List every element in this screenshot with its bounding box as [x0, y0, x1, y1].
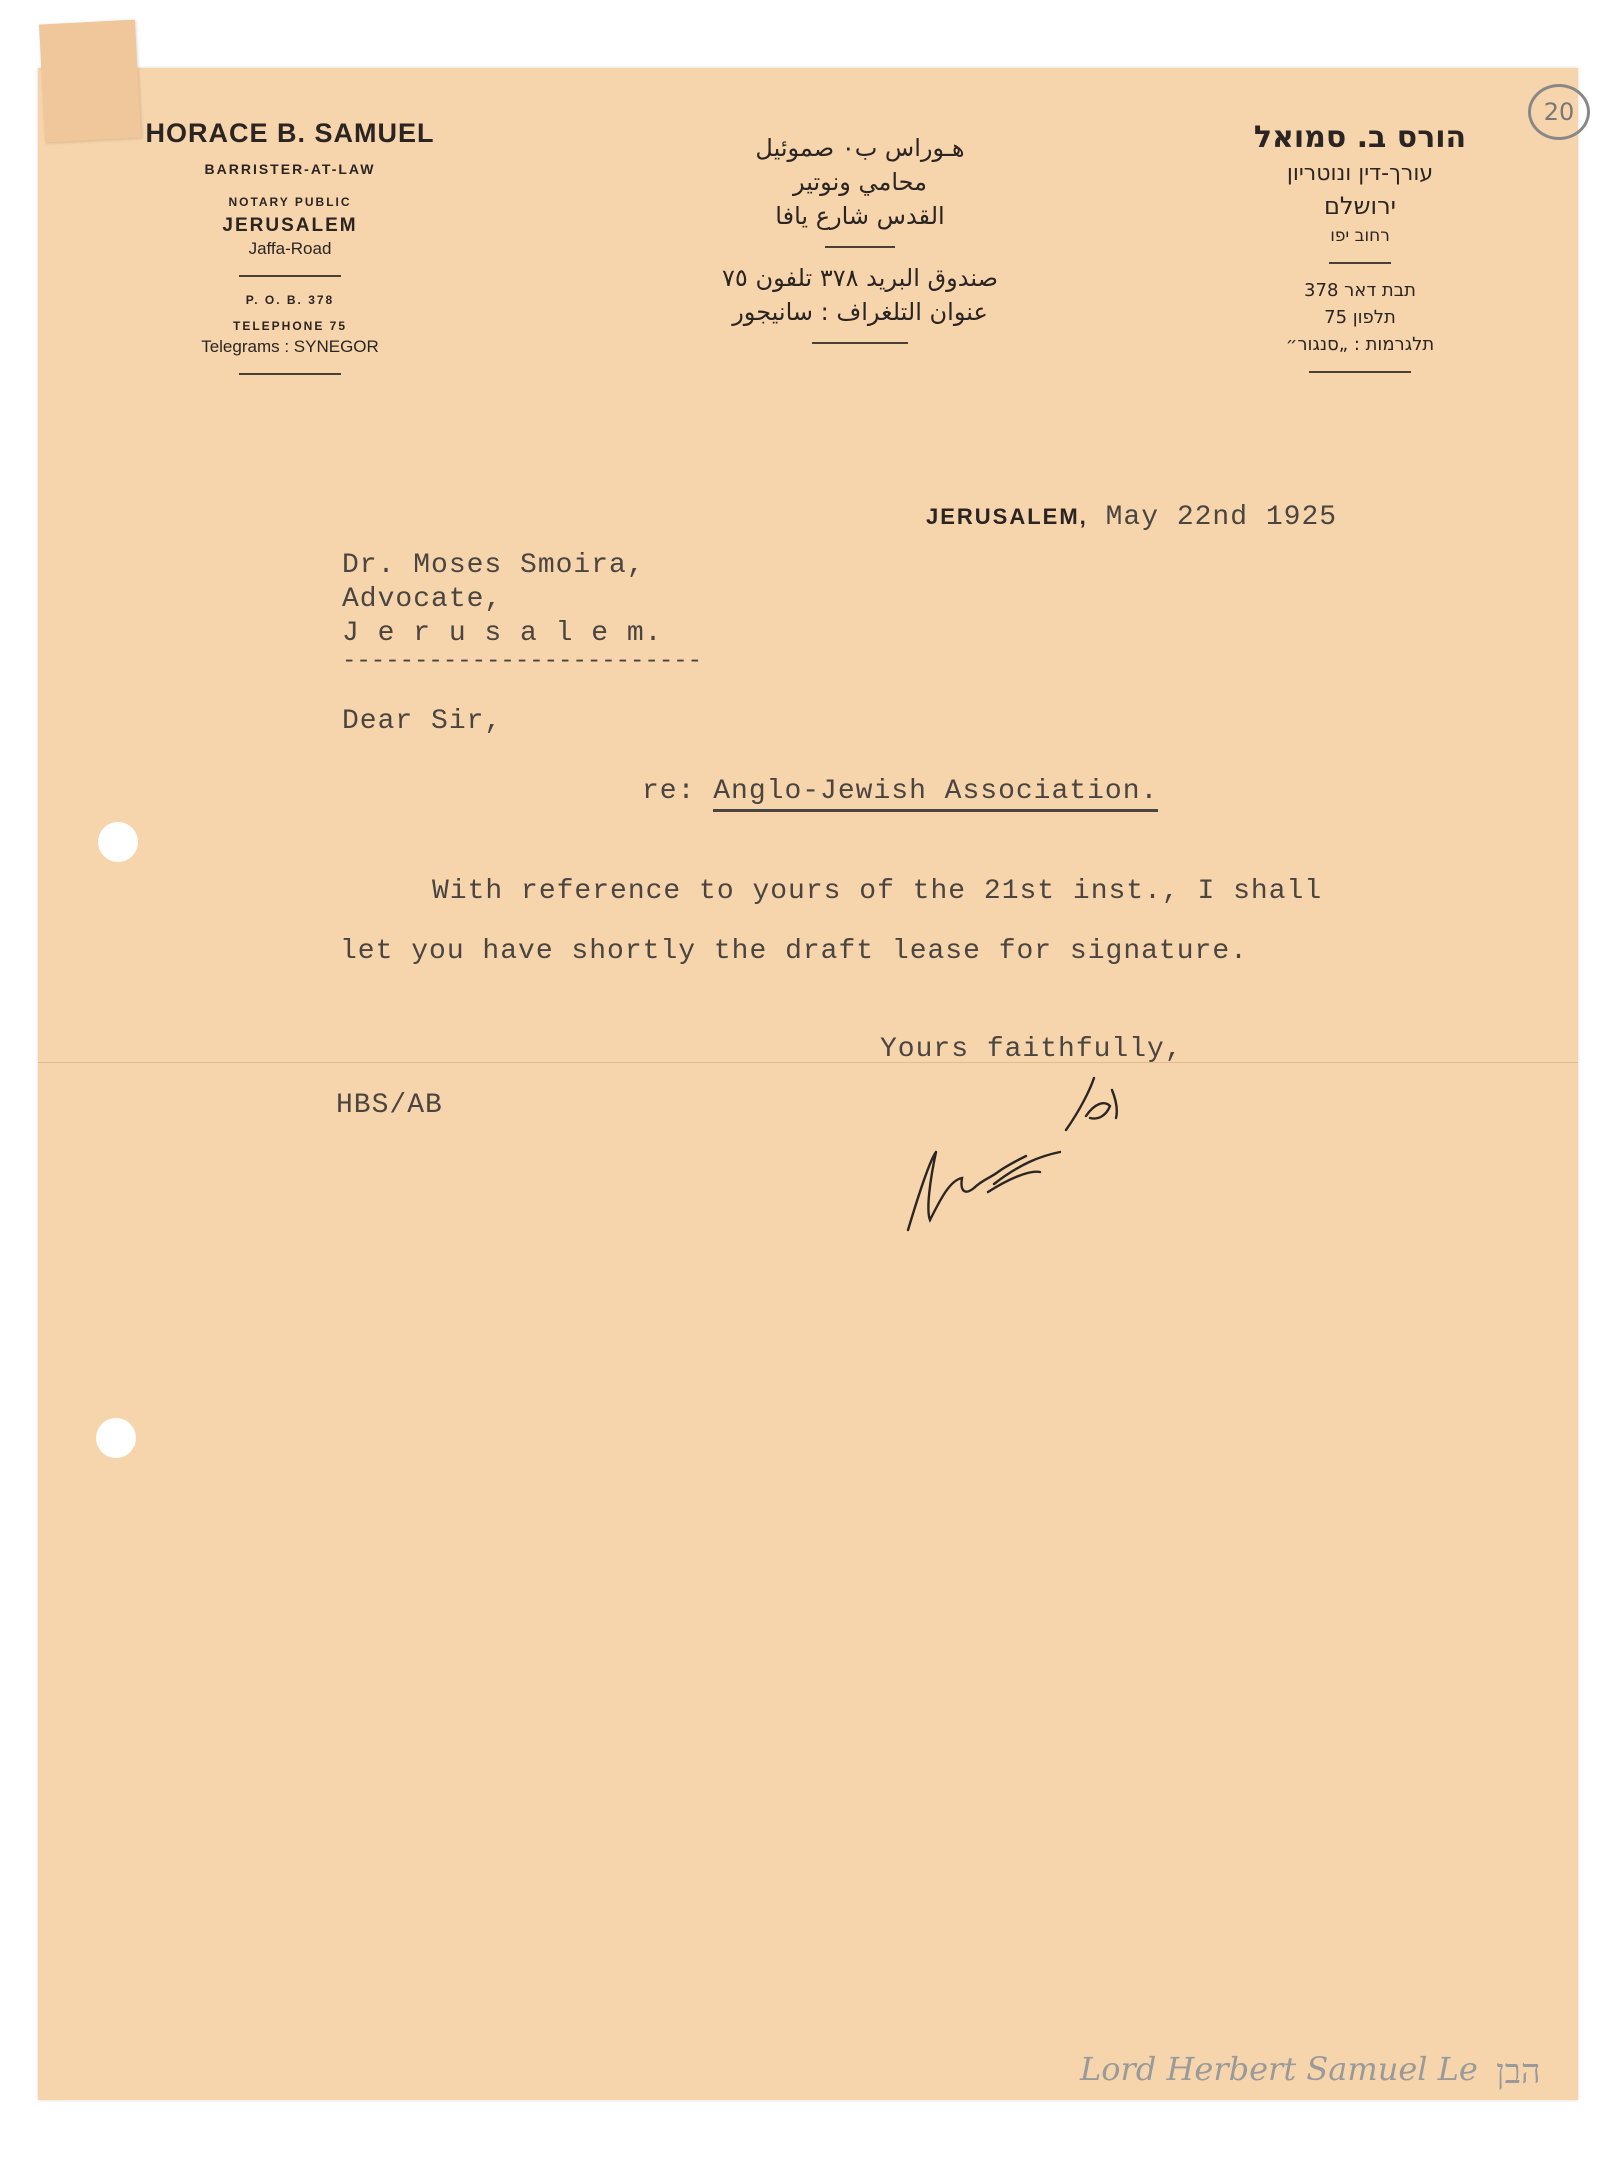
arabic-title: محامي ونوتير: [793, 168, 927, 196]
body-line-2: let you have shortly the draft lease for signature.: [340, 936, 1248, 967]
letterhead-road: Jaffa-Road: [248, 239, 332, 258]
letterhead-arabic: [700, 128, 1020, 360]
letterhead-city: JERUSALEM: [222, 215, 358, 236]
arabic-rule: [812, 342, 908, 344]
hebrew-rule: [1309, 371, 1411, 373]
hebrew-city: ירושלם: [1323, 192, 1397, 220]
hebrew-title: עורך-דין ונוטריון: [1286, 161, 1434, 186]
pencil-note: Lord Herbert Samuel Le: [1080, 2050, 1478, 2088]
hebrew-telegrams: תלגרמות : „סנגור״: [1285, 334, 1435, 355]
hebrew-name: הורס ב. סמואל: [1253, 120, 1467, 155]
handwritten-signature: [890, 1060, 1190, 1240]
closing: Yours faithfully,: [880, 1034, 1183, 1065]
hebrew-rule: [1329, 262, 1391, 264]
hebrew-road: רחוב יפו: [1330, 226, 1390, 246]
subject-line: [642, 776, 1158, 807]
letterhead-hebrew: [1240, 114, 1480, 389]
arabic-telegrams: عنوان التلغراف : سانيجور: [732, 298, 988, 326]
hebrew-pob: תבת דאר 378: [1304, 280, 1416, 301]
punch-hole-top: [98, 822, 138, 862]
letter-date: May 22nd 1925: [1105, 502, 1338, 533]
letterhead-english: [120, 118, 460, 391]
punch-hole-bottom: [96, 1418, 136, 1458]
body-line-1: With reference to yours of the 21st inst., I shall: [432, 876, 1323, 907]
letterhead-name: HORACE B. SAMUEL: [145, 118, 435, 148]
recipient-line-3: J e r u s a l e m.: [342, 618, 663, 649]
hebrew-telephone: תלפון 75: [1324, 307, 1396, 328]
subject-text: Anglo-Jewish Association.: [713, 776, 1158, 812]
page-number-mark: 20: [1528, 84, 1590, 140]
recipient-line-2: Advocate,: [342, 584, 503, 615]
letterhead-telephone: TELEPHONE 75: [232, 319, 348, 333]
arabic-address: القدس شارع يافا: [775, 202, 945, 230]
recipient-line-1: Dr. Moses Smoira,: [342, 550, 645, 581]
letterhead-pob: P. O. B. 378: [245, 293, 335, 307]
date-place: JERUSALEM,: [926, 504, 1088, 529]
reference-initials: HBS/AB: [336, 1090, 443, 1121]
subject-prefix: re:: [642, 776, 696, 807]
salutation: Dear Sir,: [342, 706, 503, 737]
paper-fold-line: [38, 1062, 1578, 1063]
pencil-hebrew-note: הבן: [1496, 2052, 1541, 2092]
recipient-separator: -------------------------: [342, 648, 703, 675]
arabic-pob-tel: صندوق البريد ٣٧٨ تلفون ٧٥: [722, 264, 998, 292]
letterhead-title: BARRISTER-AT-LAW: [204, 161, 376, 177]
arabic-rule: [825, 246, 895, 248]
letterhead-rule: [239, 373, 341, 375]
letterhead-notary: NOTARY PUBLIC: [228, 195, 352, 209]
arabic-name: هـوراس ب٠ صموئيل: [755, 134, 965, 162]
letterhead-rule: [239, 275, 341, 277]
letterhead-telegrams: Telegrams : SYNEGOR: [201, 337, 379, 356]
date-line: [926, 502, 1337, 533]
